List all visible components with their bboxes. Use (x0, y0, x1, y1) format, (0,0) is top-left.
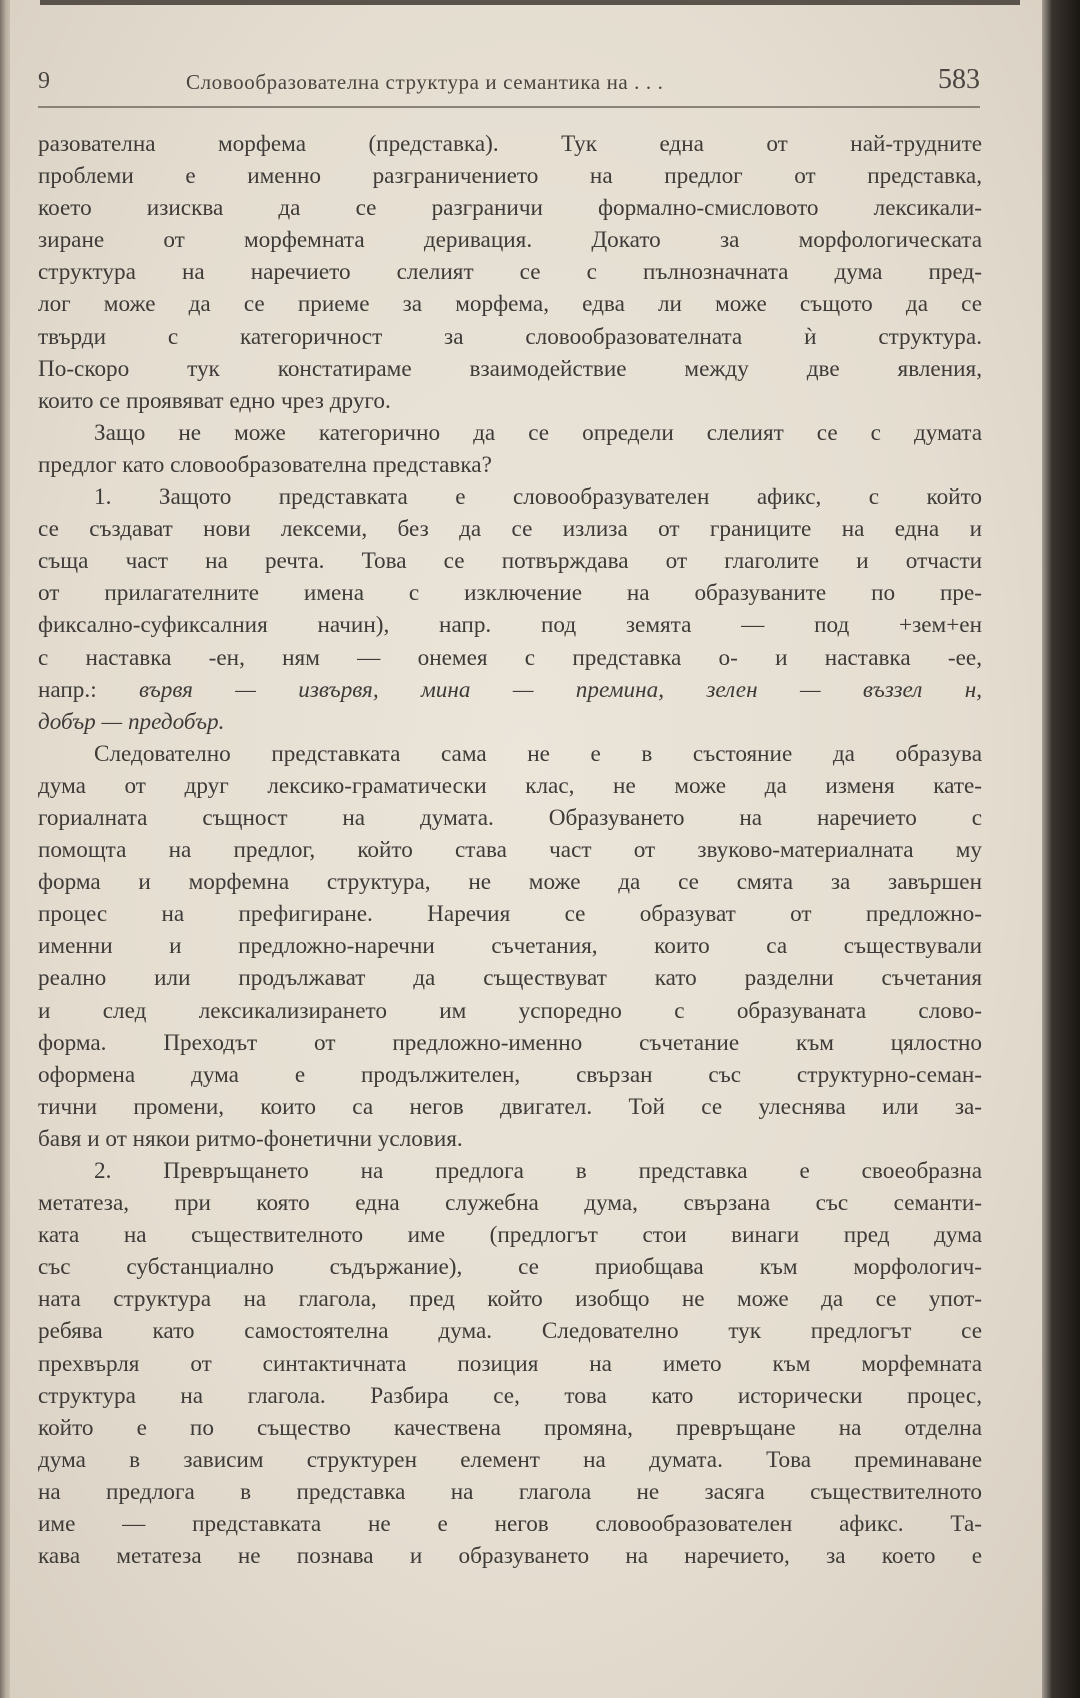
text-line: твърди с категоричност за словообразователната ѝ структура. (38, 323, 982, 350)
page-top-edge (40, 0, 1020, 5)
page-header (38, 64, 980, 104)
text-line: ната структура на глагола, пред който изобщо не може да се упот- (38, 1286, 982, 1313)
text-line: кава метатеза не познава и образуването на наречието, за което е (38, 1543, 982, 1570)
text-line: с наставка -ен, ням — онемея с представка о- и наставка -ее, (38, 644, 982, 671)
example-lead: напр.: (38, 676, 97, 703)
text-line: предлог като словообразователна представка? (38, 451, 492, 478)
text-line: структура на глагола. Разбира се, това като исторически процес, (38, 1382, 982, 1409)
text-line: помощта на предлог, който става част от звуково-материалната му (38, 837, 982, 864)
text-line: ребява като самостоятелна дума. Следователно тук предлогът се (38, 1318, 982, 1345)
example-pair: вървя — извървя, (139, 676, 379, 703)
text-line: което изисква да се разграничи формално-смисловото лексикали- (38, 195, 982, 222)
text-line: които се проявяват едно чрез друго. (38, 387, 391, 414)
example-pair: зелен — въззел н, (706, 676, 982, 703)
text-line: именни и предложно-наречни съчетания, които са съществували (38, 933, 982, 960)
header-rule (38, 106, 980, 108)
text-line: метатеза, при която една служебна дума, свързана със семанти- (38, 1190, 982, 1217)
paragraph-start-line: Следователно представката сама не е в състояние да образува (94, 740, 982, 767)
text-line: бавя и от някои ритмо-фонетични условия. (38, 1125, 463, 1152)
paragraph-start-line: 1. Защото представката е словообразувателен афикс, с който (94, 484, 982, 511)
page-number: 583 (938, 64, 980, 95)
text-line: със субстанциално съдържание), се приобщава към морфологич- (38, 1254, 982, 1281)
text-line: форма. Преходът от предложно-именно съчетание към цялостно (38, 1029, 982, 1056)
text-line: дума от друг лексико-граматически клас, не може да изменя кате- (38, 772, 982, 799)
text-line: тични промени, които са негов двигател. Той се улеснява или за- (38, 1093, 982, 1120)
text-line: на предлога в представка на глагола не засяга съществителното (38, 1478, 982, 1505)
text-line: ката на съществителното име (предлогът стои винаги пред дума (38, 1222, 982, 1249)
text-line: и след лексикализирането им успоредно с образуваната слово- (38, 997, 982, 1024)
running-title: Словообразователна структура и семантика на . . . (186, 70, 664, 94)
text-line: фиксално-суфиксалния начин), напр. под земята — под +зем+ен (38, 612, 982, 639)
text-line: гориалната същност на думата. Образуването на наречието с (38, 804, 982, 831)
text-line: зиране от морфемната деривация. Докато за морфологическата (38, 227, 982, 254)
text-line: структура на наречието слелият се с пълнозначната дума пред- (38, 259, 982, 286)
signature-folio: 9 (38, 68, 50, 94)
paragraph-start-line: Защо не може категорично да се определи слелият се с думата (94, 419, 982, 446)
text-line: който е по същество качествена промяна, превръщане на отделна (38, 1414, 982, 1441)
example-line: добър — предобър. (38, 708, 225, 735)
text-line: съща част на речта. Това се потвърждава от глаголите и отчасти (38, 548, 982, 575)
text-line: проблеми е именно разграничението на предлог от представка, (38, 163, 982, 190)
body-text (38, 128, 982, 1572)
text-line: име — представката не е негов словообразователен афикс. Та- (38, 1511, 982, 1538)
text-line: форма и морфемна структура, не може да се смята за завършен (38, 869, 982, 896)
text-line: дума в зависим структурен елемент на думата. Това преминаване (38, 1446, 982, 1473)
text-line: реално или продължават да съществуват като разделни съчетания (38, 965, 982, 992)
text-line: се създават нови лексеми, без да се излиза от границите на една и (38, 516, 982, 543)
text-line: По-скоро тук констатираме взаимодействие между две явления, (38, 355, 982, 382)
example-line (38, 674, 982, 706)
text-line: от прилагателните имена с изключение на образуваните по пре- (38, 580, 982, 607)
text-line: процес на префигиране. Наречия се образуват от предложно- (38, 901, 982, 928)
example-pair: мина — премина, (420, 676, 664, 703)
text-line: разователна морфема (представка). Тук една от най-трудните (38, 131, 982, 157)
text-line: оформена дума е продължителен, свързан със структурно-семан- (38, 1061, 982, 1088)
text-line: прехвърля от синтактичната позиция на името към морфемната (38, 1350, 982, 1377)
paragraph-start-line: 2. Превръщането на предлога в представка е своеобразна (94, 1158, 982, 1184)
text-line: лог може да се приеме за морфема, едва ли може същото да се (38, 291, 982, 318)
